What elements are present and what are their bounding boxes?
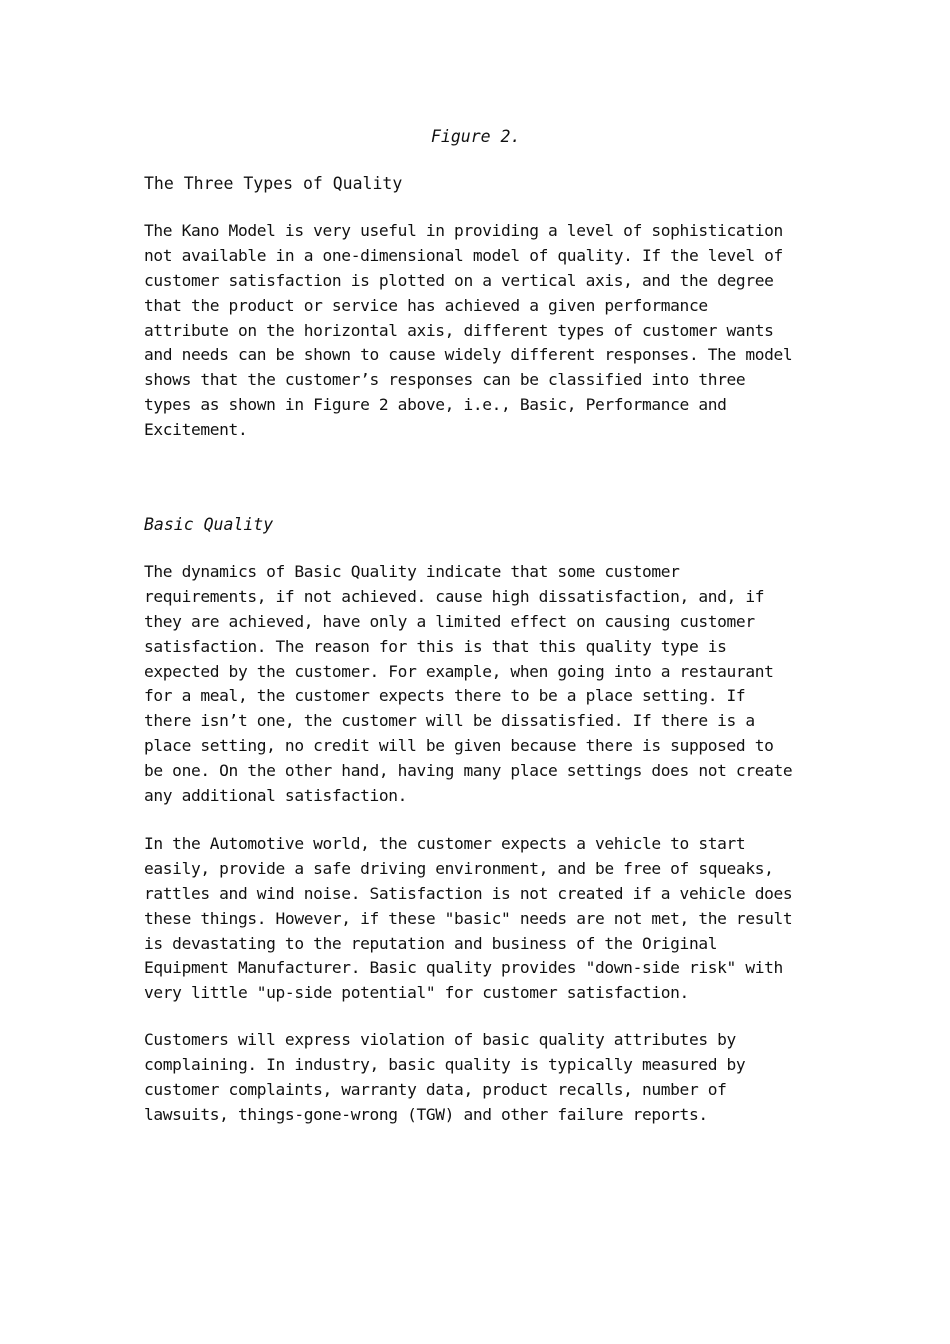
text-line: very little "up-side potential" for customer satisfaction. xyxy=(144,983,689,1003)
text-line: The Kano Model is very useful in providing a level of sophistication xyxy=(144,221,783,240)
text-line: customer satisfaction is plotted on a vertical axis, and the degree xyxy=(144,270,774,290)
section-title: The Three Types of Quality xyxy=(144,174,403,193)
intro-paragraph xyxy=(144,219,814,443)
text-line: The dynamics of Basic Quality indicate that some customer xyxy=(144,562,680,581)
text-line: Equipment Manufacturer. Basic quality provides "down-side risk" with xyxy=(144,958,783,978)
text-line: complaining. In industry, basic quality is typically measured by xyxy=(144,1054,746,1074)
text-line: lawsuits, things-gone-wrong (TGW) and other failure reports. xyxy=(144,1104,708,1124)
text-line: Customers will express violation of basic quality attributes by xyxy=(144,1030,736,1049)
text-line: types as shown in Figure 2 above, i.e., Basic, Performance and xyxy=(144,395,727,415)
text-line: satisfaction. The reason for this is that this quality type is xyxy=(144,636,727,656)
text-line: these things. However, if these "basic" needs are not met, the result xyxy=(144,908,793,928)
basic-quality-paragraph-1 xyxy=(144,560,814,809)
text-line: attribute on the horizontal axis, different types of customer wants xyxy=(144,320,774,340)
text-line: they are achieved, have only a limited effect on causing customer xyxy=(144,611,755,631)
text-line: there isn’t one, the customer will be dissatisfied. If there is a xyxy=(144,711,755,731)
basic-quality-paragraph-3 xyxy=(144,1028,814,1128)
subsection-title: Basic Quality xyxy=(144,515,274,534)
text-line: easily, provide a safe driving environment, and be free of squeaks, xyxy=(144,858,774,878)
text-line: any additional satisfaction. xyxy=(144,786,408,806)
text-line: expected by the customer. For example, when going into a restaurant xyxy=(144,661,774,681)
text-line: requirements, if not achieved. cause high dissatisfaction, and, if xyxy=(144,586,765,606)
text-line: not available in a one-dimensional model of quality. If the level of xyxy=(144,245,783,265)
text-line: and needs can be shown to cause widely different responses. The model xyxy=(144,345,793,365)
text-line: shows that the customer’s responses can be classified into three xyxy=(144,370,746,390)
text-line: is devastating to the reputation and business of the Original xyxy=(144,933,718,953)
text-line: customer complaints, warranty data, product recalls, number of xyxy=(144,1079,727,1099)
text-line: Excitement. xyxy=(144,420,248,440)
text-line: In the Automotive world, the customer expects a vehicle to start xyxy=(144,834,746,853)
text-line: that the product or service has achieved a given performance xyxy=(144,295,708,315)
basic-quality-paragraph-2 xyxy=(144,832,814,1006)
text-line: place setting, no credit will be given because there is supposed to xyxy=(144,736,774,756)
text-line: for a meal, the customer expects there to be a place setting. If xyxy=(144,686,746,706)
text-line: rattles and wind noise. Satisfaction is not created if a vehicle does xyxy=(144,883,793,903)
text-line: be one. On the other hand, having many place settings does not create xyxy=(144,761,793,781)
figure-caption: Figure 2. xyxy=(431,127,521,146)
